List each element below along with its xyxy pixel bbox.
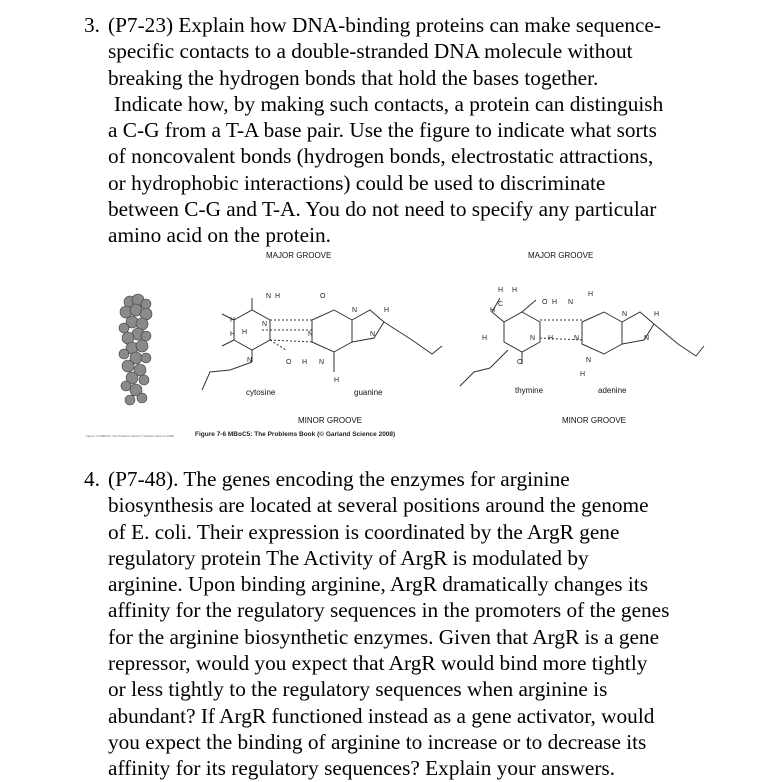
svg-text:H: H [230, 331, 236, 338]
svg-text:N: N [352, 307, 358, 314]
question-4-line: abundant? If ArgR functioned instead as a gene activator, would [108, 703, 655, 728]
question-4-line: you expect the binding of arginine to increase or to decrease its [108, 729, 647, 754]
svg-text:N: N [319, 359, 325, 366]
question-3-line: amino acid on the protein. [108, 223, 331, 248]
svg-text:N: N [266, 293, 272, 300]
question-3-line: or hydrophobic interactions) could be used to discriminate [108, 170, 606, 195]
question-4-line: repressor, would you expect that ArgR would bind more tightly [108, 651, 648, 676]
base-label-guanine: guanine [354, 388, 383, 397]
svg-text:N: N [568, 299, 574, 306]
svg-text:H: H [302, 359, 308, 366]
question-3-line: (P7-23) Explain how DNA-binding proteins can make sequence- [108, 13, 661, 37]
svg-text:H: H [334, 377, 340, 384]
minor-groove-label: MINOR GROOVE [562, 416, 627, 425]
svg-text:N: N [644, 335, 650, 342]
base-pair-figure [86, 250, 712, 446]
question-3-line: between C-G and T-A. You do not need to specify any particular [108, 197, 657, 222]
question-4-line: (P7-48). The genes encoding the enzymes for arginine [108, 467, 570, 491]
svg-text:H: H [384, 307, 390, 314]
svg-text:O: O [517, 359, 523, 366]
svg-text:H: H [242, 329, 248, 336]
question-4-line: regulatory protein The Activity of ArgR is modulated by [108, 545, 589, 570]
question-4 [84, 466, 724, 782]
question-3-line: a C-G from a T-A base pair. Use the figure to indicate what sorts [108, 118, 657, 143]
thymine-adenine-atoms [482, 287, 659, 378]
svg-text:N: N [586, 357, 592, 364]
svg-text:H: H [512, 287, 518, 294]
svg-text:N: N [574, 335, 580, 342]
question-4-line: for the arginine biosynthetic enzymes. Given that ArgR is a gene [108, 624, 660, 649]
question-4-line: affinity for its regulatory sequences? Explain your answers. [108, 756, 616, 781]
svg-text:O: O [286, 359, 292, 366]
question-4-line: of E. coli. Their expression is coordinated by the ArgR gene [108, 519, 620, 544]
svg-text:O: O [320, 293, 326, 300]
svg-text:N: N [370, 331, 376, 338]
svg-text:H: H [482, 335, 488, 342]
cytosine-guanine-atoms [230, 293, 389, 384]
question-4-line: or less tightly to the regulatory sequences when arginine is [108, 677, 608, 702]
svg-text:H: H [548, 335, 554, 342]
svg-text:O: O [542, 299, 548, 306]
question-4-line: arginine. Upon binding arginine, ArgR dramatically changes its [108, 572, 649, 597]
question-3-number: 3. [84, 13, 100, 37]
svg-text:N: N [530, 335, 536, 342]
dna-space-filling-model [119, 294, 152, 405]
question-4-line: affinity for the regulatory sequences in the promoters of the genes [108, 598, 670, 623]
svg-text:H: H [498, 287, 504, 294]
svg-text:N: N [622, 311, 628, 318]
svg-text:H: H [580, 371, 586, 378]
question-3-line: specific contacts to a double-stranded DNA molecule without [108, 39, 633, 64]
svg-text:H: H [588, 291, 594, 298]
question-3 [84, 12, 724, 249]
minor-groove-label: MINOR GROOVE [298, 416, 363, 425]
base-label-adenine: adenine [598, 386, 627, 395]
svg-text:H: H [230, 317, 236, 324]
question-3-line: breaking the hydrogen bonds that hold the bases together. [108, 65, 599, 90]
base-label-thymine: thymine [515, 386, 544, 395]
base-label-cytosine: cytosine [246, 388, 276, 397]
svg-text:H: H [490, 307, 496, 314]
cytosine-guanine-pair [202, 298, 442, 390]
svg-text:H: H [552, 299, 558, 306]
svg-text:N: N [308, 331, 314, 338]
question-3-line: Indicate how, by making such contacts, a protein can distinguish [114, 91, 664, 116]
svg-text:N: N [262, 321, 268, 328]
figure-caption: Figure 7-6 MBoC5: The Problems Book (© Garland Science 2008) [195, 431, 396, 438]
major-groove-label: MAJOR GROOVE [266, 251, 332, 260]
svg-text:H: H [654, 311, 660, 318]
question-4-line: biosynthesis are located at several positions around the genome [108, 493, 649, 518]
figure-micro-caption: Figure 7-6 MBoC5: The Problems Book (© Garland Science 2008) [86, 434, 175, 438]
svg-text:N: N [247, 357, 253, 364]
svg-text:C: C [498, 301, 504, 308]
question-4-number: 4. [84, 467, 100, 491]
question-3-line: of noncovalent bonds (hydrogen bonds, electrostatic attractions, [108, 144, 654, 169]
svg-text:H: H [275, 293, 281, 300]
major-groove-label: MAJOR GROOVE [528, 251, 594, 260]
